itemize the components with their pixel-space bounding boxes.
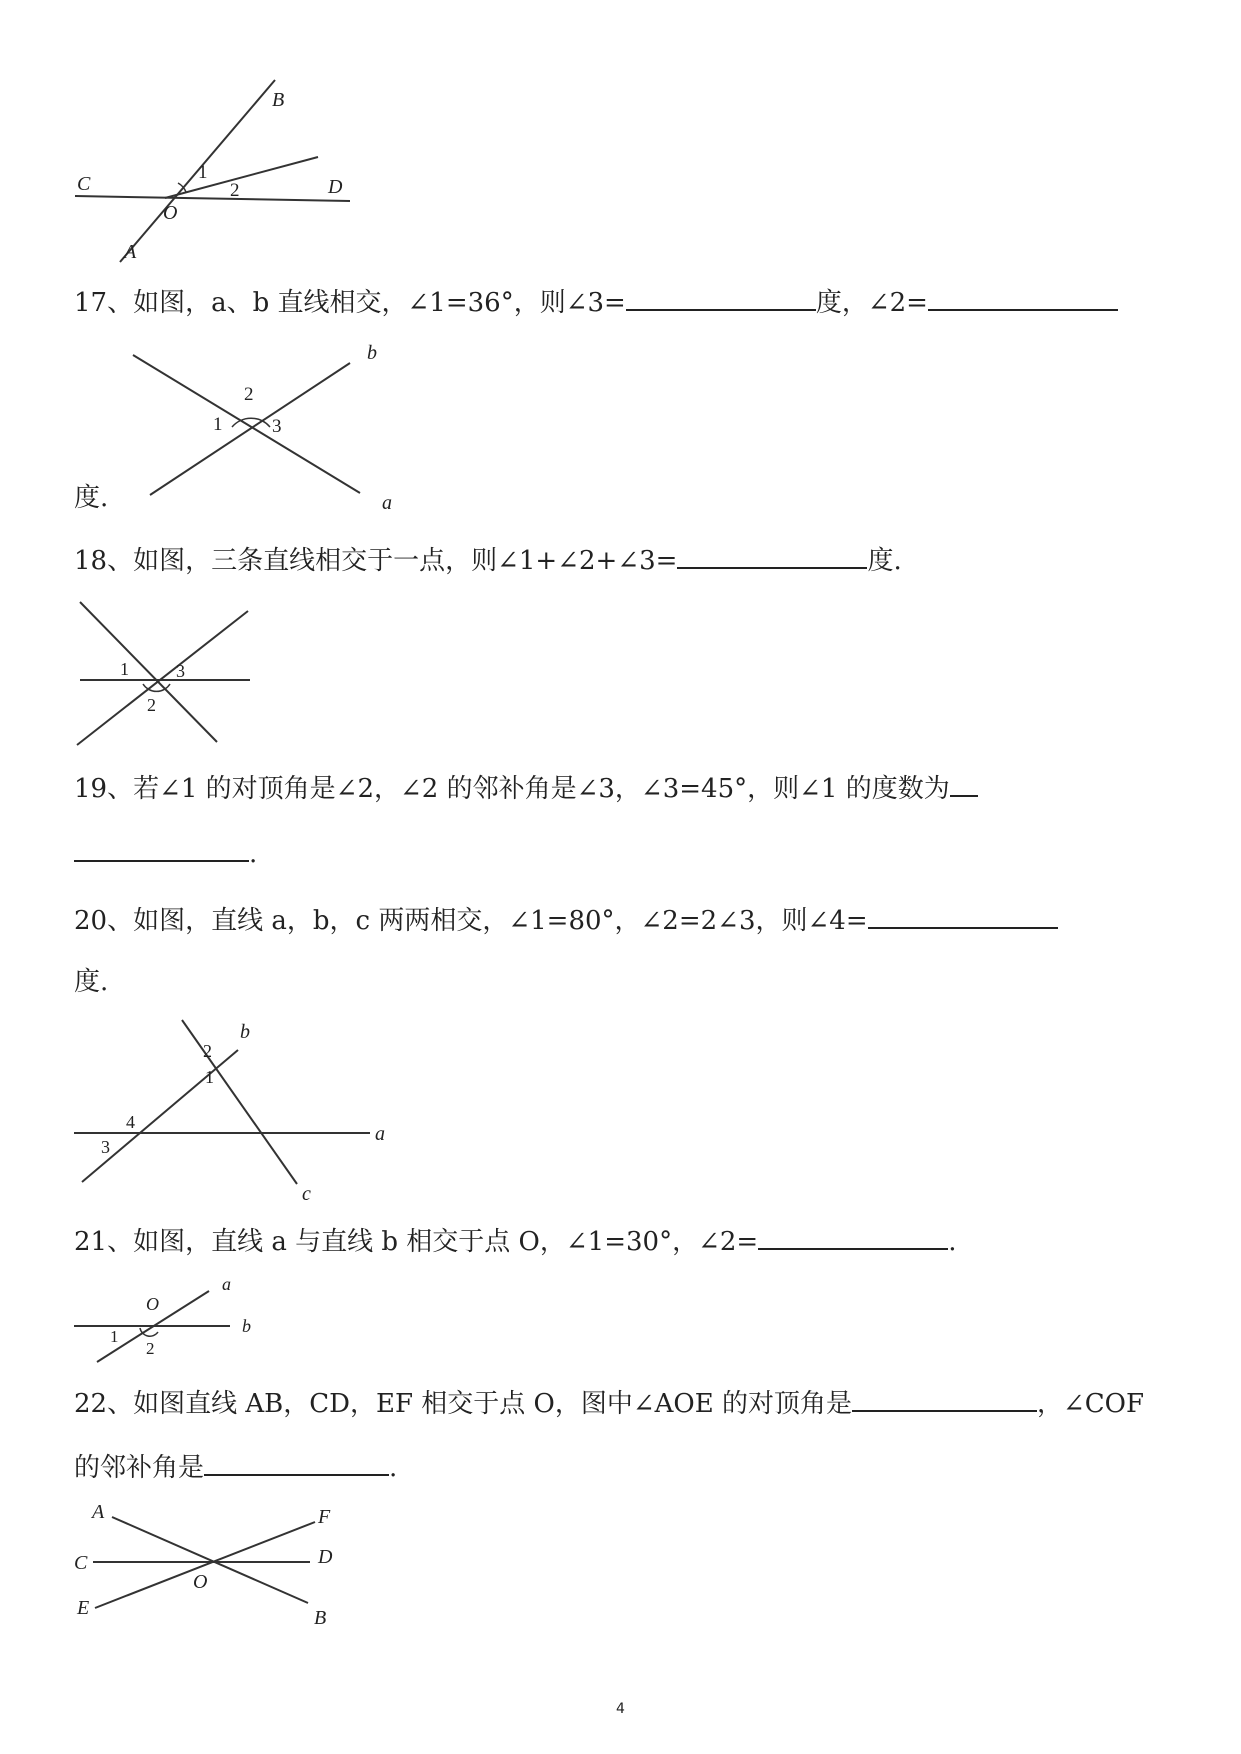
label-d: D bbox=[318, 1546, 333, 1568]
line-a bbox=[133, 355, 360, 493]
question-17 bbox=[74, 285, 1118, 319]
label-o: O bbox=[146, 1294, 159, 1314]
label-d: D bbox=[328, 176, 343, 198]
question-text: 如图，直线 a，b，c 两两相交，∠1=80°，∠2=2∠3，则∠4= bbox=[133, 906, 868, 936]
label-2: 2 bbox=[203, 1041, 212, 1061]
label-a: A bbox=[92, 1501, 105, 1523]
line-b bbox=[82, 1050, 238, 1182]
label-1: 1 bbox=[120, 659, 129, 679]
figure-q17 bbox=[0, 330, 420, 525]
question-text: 若∠1 的对顶角是∠2，∠2 的邻补角是∠3，∠3=45°，则∠1 的度数为 bbox=[133, 774, 950, 804]
label-b: B bbox=[272, 89, 285, 111]
label-1: 1 bbox=[198, 162, 208, 183]
label-1: 1 bbox=[110, 1327, 119, 1346]
question-text: 如图，三条直线相交于一点，则∠1+∠2+∠3= bbox=[133, 546, 678, 576]
label-2: 2 bbox=[230, 180, 240, 201]
line-2 bbox=[77, 611, 248, 745]
ray-o-up bbox=[165, 157, 318, 198]
question-number: 18、 bbox=[74, 546, 134, 576]
question-text: 度. bbox=[867, 546, 902, 576]
label-c: C bbox=[77, 173, 91, 195]
answer-blank-sum[interactable] bbox=[677, 543, 867, 569]
label-e: E bbox=[77, 1597, 90, 1619]
question-text: ，∠COF bbox=[1036, 1389, 1145, 1419]
question-18 bbox=[74, 543, 902, 577]
question-22 bbox=[74, 1386, 1144, 1420]
question-text: 如图直线 AB，CD，EF 相交于点 O，图中∠AOE 的对顶角是 bbox=[133, 1389, 852, 1419]
question-text: 的邻补角是 bbox=[74, 1453, 205, 1483]
question-17-cont bbox=[74, 482, 108, 514]
figure-q18 bbox=[0, 600, 300, 750]
figure-q20 bbox=[0, 1010, 420, 1210]
label-3: 3 bbox=[101, 1137, 110, 1157]
line-ef bbox=[95, 1522, 315, 1608]
answer-blank-angle3[interactable] bbox=[626, 285, 816, 311]
label-a: a bbox=[222, 1274, 231, 1294]
question-19 bbox=[74, 771, 978, 805]
label-3: 3 bbox=[176, 661, 185, 681]
label-a: a bbox=[375, 1123, 385, 1145]
answer-blank-start[interactable] bbox=[950, 771, 978, 797]
question-text: 如图，a、b 直线相交，∠1=36°，则∠3= bbox=[133, 288, 626, 318]
label-a: a bbox=[382, 492, 392, 514]
answer-blank-angle1[interactable] bbox=[74, 836, 249, 862]
label-4: 4 bbox=[126, 1112, 135, 1132]
question-number: 20、 bbox=[74, 906, 134, 936]
line-c bbox=[182, 1020, 297, 1184]
question-21 bbox=[74, 1224, 956, 1258]
question-text: . bbox=[249, 839, 258, 869]
label-o: O bbox=[193, 1571, 208, 1593]
label-1: 1 bbox=[205, 1067, 214, 1087]
answer-blank-adjacent-angle[interactable] bbox=[204, 1450, 389, 1476]
line-1 bbox=[80, 602, 217, 742]
label-2: 2 bbox=[244, 384, 254, 405]
label-a: A bbox=[124, 241, 137, 263]
label-o: O bbox=[163, 202, 178, 224]
question-19-cont bbox=[74, 836, 257, 870]
label-b: b bbox=[240, 1021, 250, 1043]
question-text: 如图，直线 a 与直线 b 相交于点 O，∠1=30°，∠2= bbox=[133, 1227, 759, 1257]
question-number: 21、 bbox=[74, 1227, 134, 1257]
figure-q16 bbox=[0, 0, 420, 275]
page-number: 4 bbox=[616, 1701, 625, 1717]
question-number: 22、 bbox=[74, 1389, 134, 1419]
label-3: 3 bbox=[272, 416, 282, 437]
question-text: . bbox=[389, 1453, 398, 1483]
label-b: B bbox=[314, 1607, 327, 1629]
label-b: b bbox=[367, 342, 377, 364]
label-b: b bbox=[242, 1316, 251, 1336]
question-text: 度. bbox=[74, 483, 109, 513]
answer-blank-vertical-angle[interactable] bbox=[852, 1386, 1037, 1412]
question-text: . bbox=[948, 1227, 957, 1257]
question-number: 19、 bbox=[74, 774, 134, 804]
question-20 bbox=[74, 903, 1058, 937]
label-2: 2 bbox=[147, 695, 156, 715]
question-20-cont bbox=[74, 966, 108, 998]
figure-q22 bbox=[0, 1495, 380, 1645]
label-2: 2 bbox=[146, 1339, 155, 1358]
line-cd bbox=[75, 196, 350, 201]
label-c: C bbox=[74, 1552, 88, 1574]
question-number: 17、 bbox=[74, 288, 134, 318]
label-1: 1 bbox=[213, 414, 223, 435]
answer-blank-angle4[interactable] bbox=[868, 903, 1058, 929]
answer-blank-angle2[interactable] bbox=[928, 285, 1118, 311]
question-22-cont bbox=[74, 1450, 397, 1484]
answer-blank-angle2[interactable] bbox=[758, 1224, 948, 1250]
label-c: c bbox=[302, 1183, 311, 1205]
question-text: 度，∠2= bbox=[815, 288, 928, 318]
label-f: F bbox=[318, 1506, 331, 1528]
figure-q21 bbox=[0, 1270, 300, 1375]
question-text: 度. bbox=[74, 967, 109, 997]
